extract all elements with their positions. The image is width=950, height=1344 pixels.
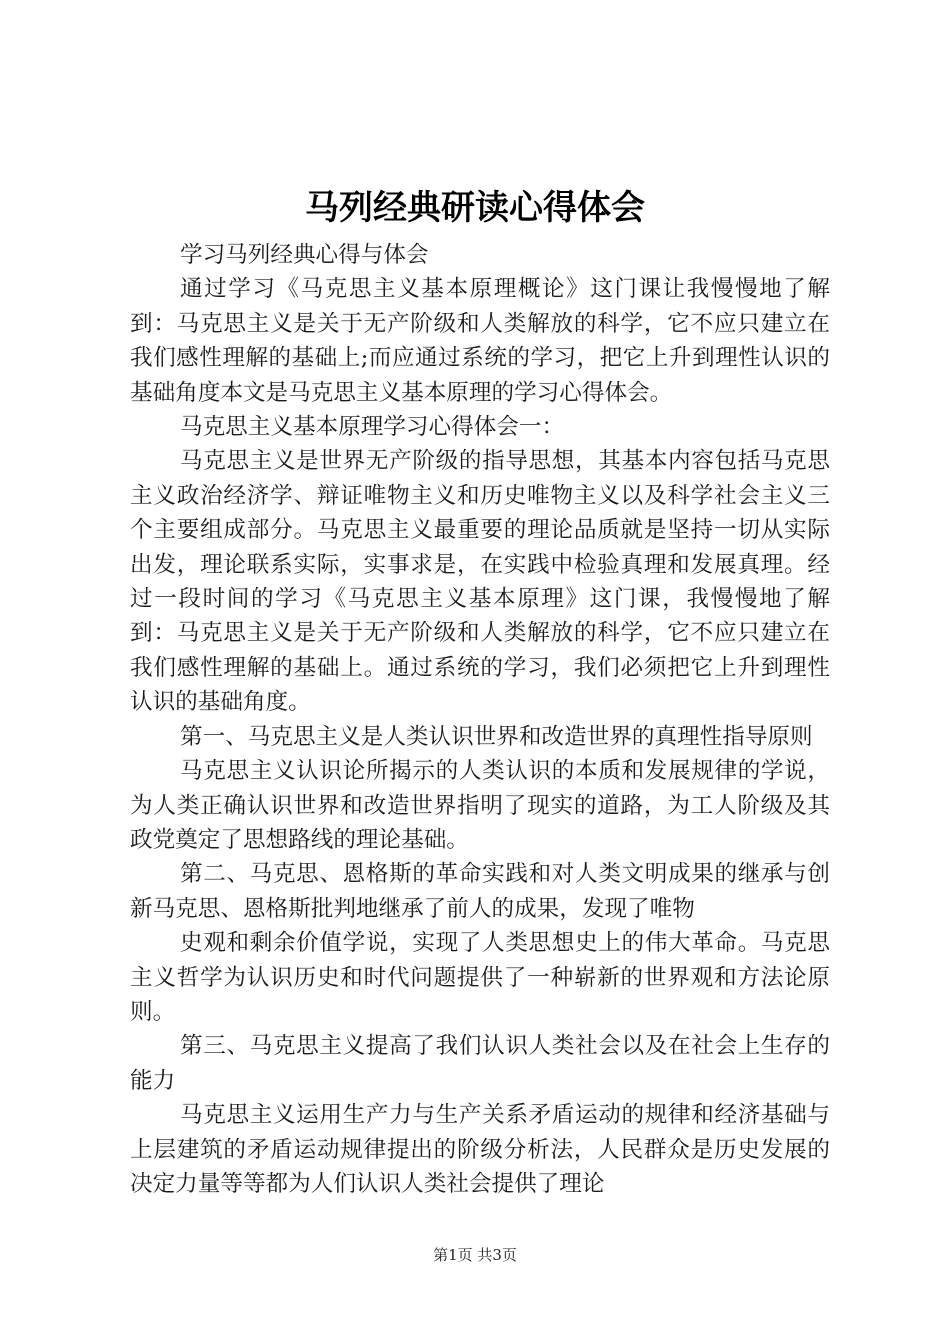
document-title: 马列经典研读心得体会 <box>305 188 645 228</box>
point-heading-2: 第二、马克思、恩格斯的革命实践和对人类文明成果的继承与创新马克思、恩格斯批判地继承了前人的成果，发现了唯物 <box>130 861 830 922</box>
body-paragraph: 马克思主义认识论所揭示的人类认识的本质和发展规律的学说，为人类正确认识世界和改造世界指明了现实的道路，为工人阶级及其政党奠定了思想路线的理论基础。 <box>130 758 830 853</box>
intro-paragraph: 通过学习《马克思主义基本原理概论》这门课让我慢慢地了解到：马克思主义是关于无产阶级和人类解放的科学，它不应只建立在我们感性理解的基础上;而应通过系统的学习，把它上升到理性认识的基础角度本文是马克思主义基本原理的学习心得体会。 <box>130 276 830 406</box>
section-heading: 马克思主义基本原理学习心得体会一： <box>180 414 565 441</box>
subtitle-paragraph: 学习马列经典心得与体会 <box>180 242 429 268</box>
document-body <box>130 238 830 1201</box>
body-paragraph: 史观和剩余价值学说，实现了人类思想史上的伟大革命。马克思主义哲学为认识历史和时代问题提供了一种崭新的世界观和方法论原则。 <box>130 930 830 1025</box>
body-paragraph: 马克思主义是世界无产阶级的指导思想，其基本内容包括马克思主义政治经济学、辩证唯物主义和历史唯物主义以及科学社会主义三个主要组成部分。马克思主义最重要的理论品质就是坚持一切从实际出发，理论联系实际，实事求是，在实践中检验真理和发展真理。经过一段时间的学习《马克思主义基本原理》这门课，我慢慢地了解到：马克思主义是关于无产阶级和人类解放的科学，它不应只建立在我们感性理解的基础上。通过系统的学习，我们必须把它上升到理性认识的基础角度。 <box>130 448 830 716</box>
point-heading-3: 第三、马克思主义提高了我们认识人类社会以及在社会上生存的能力 <box>130 1033 830 1094</box>
point-heading-1: 第一、马克思主义是人类认识世界和改造世界的真理性指导原则 <box>180 723 813 750</box>
body-paragraph: 马克思主义运用生产力与生产关系矛盾运动的规律和经济基础与上层建筑的矛盾运动规律提出的阶级分析法，人民群众是历史发展的决定力量等等都为人们认识人类社会提供了理论 <box>130 1102 830 1197</box>
page-number: 第1页 共3页 <box>433 1246 517 1264</box>
